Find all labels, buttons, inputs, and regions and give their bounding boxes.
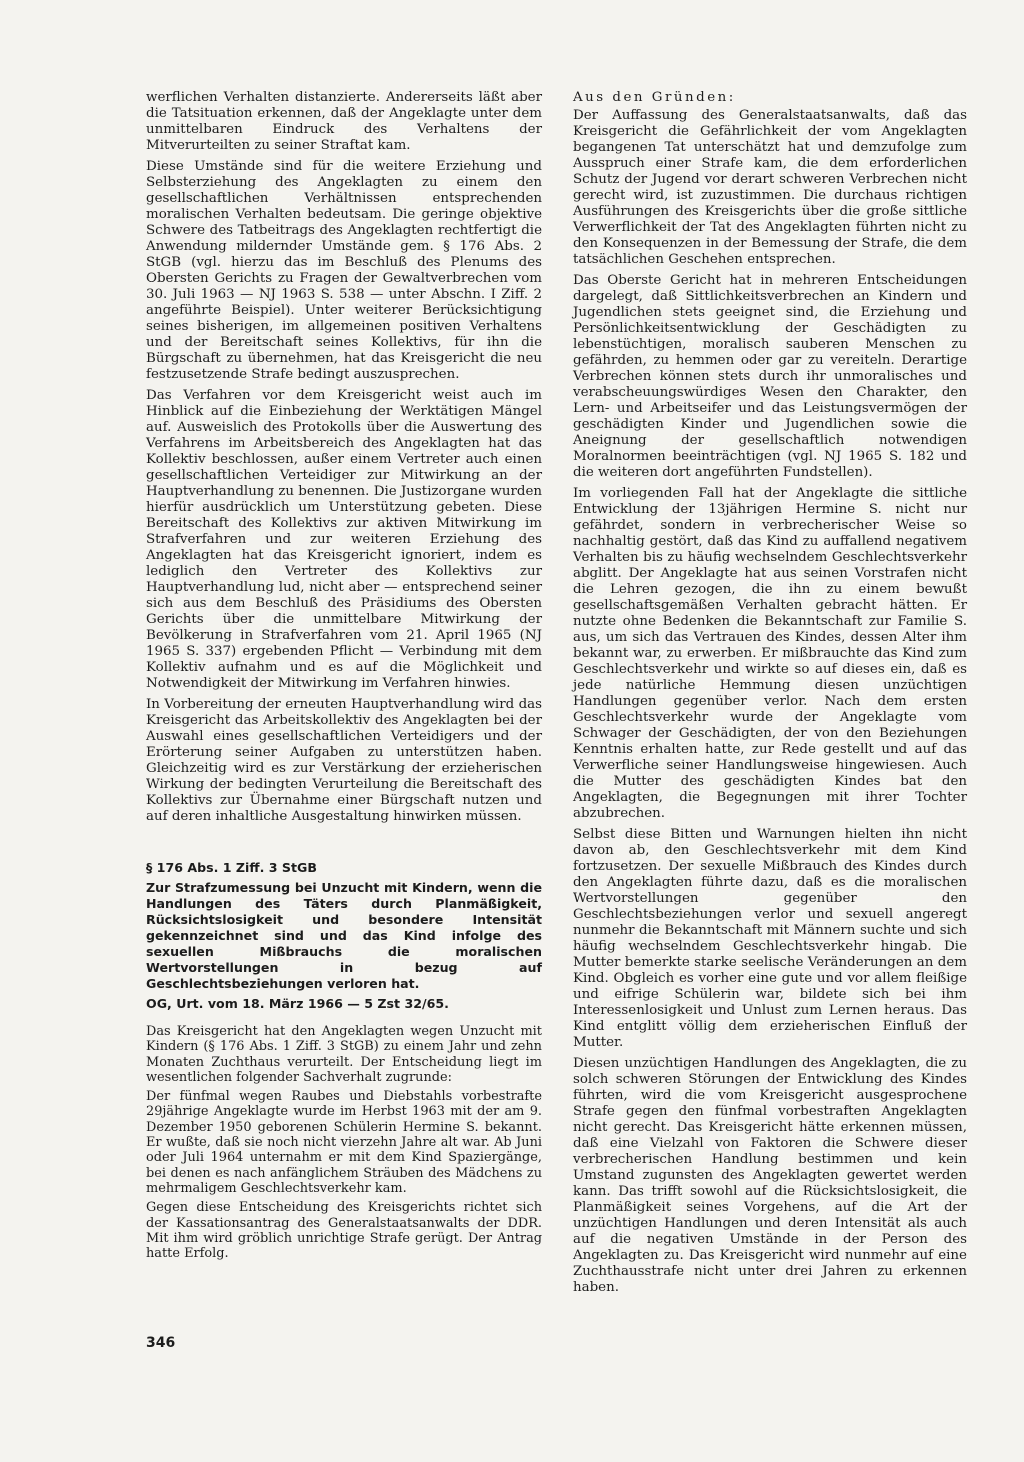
reasons-heading: Aus den Gründen: xyxy=(573,90,736,105)
section-spacer xyxy=(146,830,542,860)
paragraph: Das Oberste Gericht hat in mehreren Entscheidungen dargelegt, daß Sittlichkeitsverbrechen an Kindern und Jugendlichen stets geeignet sind, die Erziehung und Persönlichkeitsentwicklung der Geschädigten zu lebenstüchtigen, moralisch sauberen Menschen zu gefährden, zu hemmen oder gar zu vereiteln. Derartige Verbrechen können stets durch ihr unmoralisches und verabscheuungswürdiges Wesen den Charakter, den Lern- und Arbeitseifer und das Leistungsvermögen der geschädigten Kinder und Jugendlichen sowie die Aneignung der gesellschaftlich notwendigen Moralnormen beeinträchtigen (vgl. NJ 1965 S. 182 und die weiteren dort angeführten Fundstellen). xyxy=(573,273,967,480)
right-column xyxy=(573,90,967,1301)
statute-heading: § 176 Abs. 1 Ziff. 3 StGB xyxy=(146,860,317,875)
paragraph: Das Kreisgericht hat den Angeklagten wegen Unzucht mit Kindern (§ 176 Abs. 1 Ziff. 3 StGB) zu einem Jahr und zehn Monaten Zuchthaus verurteilt. Der Entscheidung liegt im wesentlichen folgender Sachverhalt zugrunde: xyxy=(146,1024,542,1085)
paragraph: Das Verfahren vor dem Kreisgericht weist auch im Hinblick auf die Einbeziehung der Werktätigen Mängel auf. Ausweislich des Protokolls über die Auswertung des Verfahrens im Arbeitsbereich des Angeklagten hat das Kollektiv beschlossen, außer einem Vertreter auch einen gesellschaftlichen Verteidiger zur Mitwirkung an der Hauptverhandlung zu benennen. Die Justizorgane wurden hierfür ausdrücklich um Unterstützung gebeten. Diese Bereitschaft des Kollektivs zur aktiven Mitwirkung im Strafverfahren und zur weiteren Erziehung des Angeklagten hat das Kreisgericht ignoriert, indem es lediglich den Vertreter des Kollektivs zur Hauptverhandlung lud, nicht aber — entsprechend seiner sich aus dem Beschluß des Präsidiums des Obersten Gerichts über die unmittelbare Mitwirkung der Bevölkerung in Strafverfahren vom 21. April 1965 (NJ 1965 S. 337) ergebenden Pflicht — Verbindung mit dem Kollektiv aufnahm und es auf die Möglichkeit und Notwendigkeit der Mitwirkung im Verfahren hinwies. xyxy=(146,388,542,691)
paragraph: Der Auffassung des Generalstaatsanwalts, daß das Kreisgericht die Gefährlichkeit der vom Angeklagten begangenen Tat unterschätzt hat und demzufolge zum Ausspruch einer Strafe kam, die dem erforderlichen Schutz der Jugend vor derart schweren Verbrechen nicht gerecht wird, ist zuzustimmen. Die durchaus richtigen Ausführungen des Kreisgerichts über die große sittliche Verwerflichkeit der Tat des Angeklagten führten nicht zu den Konsequenzen in der Bemessung der Strafe, die dem tatsächlichen Geschehen entsprechen. xyxy=(573,108,967,267)
headnote: Zur Strafzumessung bei Unzucht mit Kindern, wenn die Handlungen des Täters durch Planmäßigkeit, Rücksichtslosigkeit und besondere Intensität gekennzeichnet sind und das Kind infolge des sexuellen Mißbrauchs die moralischen Wertvorstellungen in bezug auf Geschlechtsbeziehungen verloren hat. xyxy=(146,880,542,991)
paragraph: Der fünfmal wegen Raubes und Diebstahls vorbestrafte 29jährige Angeklagte wurde im Herbst 1963 mit der am 9. Dezember 1950 geborenen Schülerin Hermine S. bekannt. Er wußte, daß sie noch nicht vierzehn Jahre alt war. Ab Juni oder Juli 1964 unternahm er mit dem Kind Spaziergänge, bei denen es nach anfänglichem Sträuben des Mädchens zu mehrmaligem Geschlechtsverkehr kam. xyxy=(146,1089,542,1196)
paragraph: In Vorbereitung der erneuten Hauptverhandlung wird das Kreisgericht das Arbeitskollektiv des Angeklagten bei der Auswahl eines gesellschaftlichen Verteidigers und der Erörterung seiner Aufgaben zu unterstützen haben. Gleichzeitig wird es zur Verstärkung der erzieherischen Wirkung der bedingten Verurteilung die Bereitschaft des Kollektivs zur Übernahme einer Bürgschaft nutzen und auf deren inhaltliche Ausgestaltung hinwirken müssen. xyxy=(146,697,542,824)
paragraph: Diesen unzüchtigen Handlungen des Angeklagten, die zu solch schweren Störungen der Entwicklung des Kindes führten, wird die vom Kreisgericht ausgesprochene Strafe gegen den fünfmal vorbestraften Angeklagten nicht gerecht. Das Kreisgericht hätte erkennen müssen, daß eine Vielzahl von Faktoren die Schwere dieser verbrecherischen Handlung bestimmen und kein Umstand zugunsten des Angeklagten gewertet werden kann. Das trifft sowohl auf die Rücksichtslosigkeit, die Planmäßigkeit seines Vorgehens, auf die Art der unzüchtigen Handlungen und deren Intensität als auch auf die negativen Umstände in der Person des Angeklagten zu. Das Kreisgericht wird nunmehr auf eine Zuchthausstrafe nicht unter drei Jahren zu erkennen haben. xyxy=(573,1056,967,1295)
paragraph: Selbst diese Bitten und Warnungen hielten ihn nicht davon ab, den Geschlechtsverkehr mit dem Kind fortzusetzen. Der sexuelle Mißbrauch des Kindes durch den Angeklagten führte dazu, daß es die moralischen Wertvorstellungen gegenüber den Geschlechtsbeziehungen verlor und sexuell angeregt nunmehr die Bekanntschaft mit Männern suchte und sich häufig wechselndem Geschlechtsverkehr hingab. Die Mutter bemerkte starke seelische Veränderungen an dem Kind. Obgleich es vorher eine gute und vor allem fleißige und eifrige Schülerin war, bildete sich bei ihm Interessenlosigkeit und Unlust zum Lernen heraus. Das Kind entglitt völlig dem erzieherischen Einfluß der Mutter. xyxy=(573,827,967,1050)
paragraph: werflichen Verhalten distanzierte. Andererseits läßt aber die Tatsituation erkennen, daß der Angeklagte unter dem unmittelbaren Eindruck des Verhaltens der Mitverurteilten zu seiner Straftat kam. xyxy=(146,90,542,153)
paragraph: Gegen diese Entscheidung des Kreisgerichts richtet sich der Kassationsantrag des Generalstaatsanwalts der DDR. Mit ihm wird gröblich unrichtige Strafe gerügt. Der Antrag hatte Erfolg. xyxy=(146,1200,542,1262)
paragraph: Diese Umstände sind für die weitere Erziehung und Selbsterziehung des Angeklagten zu einem den gesellschaftlichen Verhältnissen entsprechenden moralischen Verhalten bedeutsam. Die geringe objektive Schwere des Tatbeitrags des Angeklagten rechtfertigt die Anwendung mildernder Umstände gem. § 176 Abs. 2 StGB (vgl. hierzu das im Beschluß des Plenums des Obersten Gerichts zu Fragen der Gewaltverbrechen vom 30. Juli 1963 — NJ 1963 S. 538 — unter Abschn. I Ziff. 2 angeführte Beispiel). Unter weiterer Berücksichtigung seines bisherigen, im allgemeinen positiven Verhaltens und der Bereitschaft seines Kollektivs, für ihn die Bürgschaft zu übernehmen, hat das Kreisgericht die neu festzusetzende Strafe bedingt auszusprechen. xyxy=(146,159,542,382)
paragraph: Im vorliegenden Fall hat der Angeklagte die sittliche Entwicklung der 13jährigen Hermine S. nicht nur gefährdet, sondern in verbrecherischer Weise so nachhaltig gestört, daß das Kind zu auffallend negativem Verhalten bis zu häufig wechselndem Geschlechtsverkehr abglitt. Der Angeklagte hat aus seinen Vorstrafen nicht die Lehren gezogen, die ihn zu einem bewußt gesellschaftsgemäßen Verhalten gebracht hätten. Er nutzte ohne Bedenken die Bekanntschaft zur Familie S. aus, um sich das Vertrauen des Kindes, dessen Alter ihm bekannt war, zu erwerben. Er mißbrauchte das Kind zum Geschlechtsverkehr und wirkte so auf dieses ein, daß es jede natürliche Hemmung diesen unzüchtigen Handlungen gegenüber verlor. Nach dem ersten Geschlechtsverkehr wurde der Angeklagte vom Schwager der Geschädigten, der von den Beziehungen Kenntnis erhalten hatte, zur Rede gestellt und auf das Verwerfliche seiner Handlungsweise hingewiesen. Auch die Mutter des geschädigten Kindes bat den Angeklagten, die Begegnungen mit ihrer Tochter abzubrechen. xyxy=(573,486,967,821)
case-facts xyxy=(146,1024,542,1261)
left-column xyxy=(146,90,542,1265)
page-number: 346 xyxy=(146,1335,176,1351)
court-citation: OG, Urt. vom 18. März 1966 — 5 Zst 32/65. xyxy=(146,996,449,1011)
